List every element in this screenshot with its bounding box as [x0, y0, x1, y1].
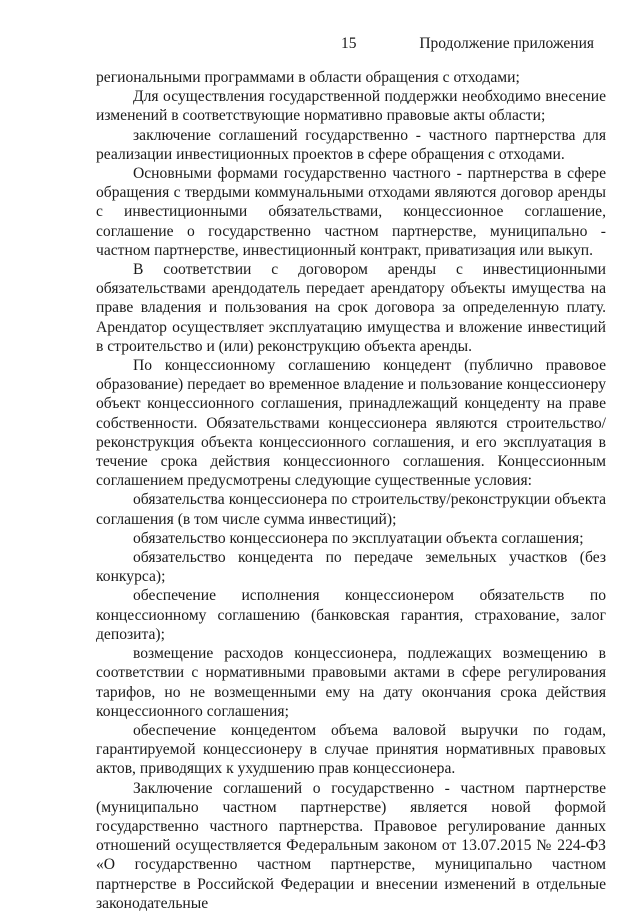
list-item: возмещение расходов концессионера, подлежащих возмещению в соответствии с нормативными правовыми актами в сфере регулирования тарифов, но не возмещенными ему на дату окончания срока действия концессионного соглашения;	[96, 645, 606, 720]
paragraph: заключение соглашений государственно - частного партнерства для реализации инвестиционных проектов в сфере обращения с отходами.	[96, 126, 606, 163]
page-header	[0, 35, 640, 59]
paragraph: Основными формами государственно частного - партнерства в сфере обращения с твердыми коммунальными отходами являются договор аренды с инвестиционными обязательствами, концессионное соглашение, соглашение о государственно частном партнерстве, муниципально - частном партнерстве, инвестиционный контракт, приватизация или выкуп.	[96, 165, 606, 259]
paragraph: По концессионному соглашению концедент (публично правовое образование) передает во временное владение и пользование концессионеру объект концессионного соглашения, принадлежащий концеденту на праве собственности. Обязательствами концессионера являются строительство/реконструкция объекта концессионного соглашения, и его эксплуатация в течение срока действия концессионного соглашения. Концессионным соглашением предусмотрены следующие существенные условия:	[96, 357, 606, 490]
list-item: обеспечение концедентом объема валовой выручки по годам, гарантируемой концессионеру в случае принятия нормативных правовых актов, приводящих к ухудшению прав концессионера.	[96, 721, 606, 778]
paragraph: региональными программами в области обращения с отходами;	[96, 69, 520, 86]
page-number: 15	[341, 35, 357, 52]
paragraph: В соответствии с договором аренды с инвестиционными обязательствами арендодатель передает арендатору объекты имущества на праве владения и пользования на срок договора за определенную плату. Арендатор осуществляет эксплуатацию имущества и вложение инвестиций в строительство и (или) реконструкцию объекта аренды.	[96, 261, 606, 355]
list-item: обязательство концессионера по эксплуатации объекта соглашения;	[133, 529, 584, 547]
list-item: обязательства концессионера по строительству/реконструкции объекта соглашения (в том числе сумма инвестиций);	[96, 491, 606, 528]
paragraph: Для осуществления государственной поддержки необходимо внесение изменений в соответствующие нормативно правовые акты области;	[96, 88, 606, 125]
paragraph: Заключение соглашений о государственно - частном партнерстве (муниципально частном партнерстве) является новой формой государственно частного партнерства. Правовое регулирование данных отношений осуществляется Федеральным законом от 13.07.2015 № 224-ФЗ «О государственно частном партнерстве, муниципально частном партнерстве в Российской Федерации и внесении изменений в отдельные законодательные	[96, 779, 606, 912]
list-item: обеспечение исполнения концессионером обязательств по концессионному соглашению (банковская гарантия, страхование, залог депозита);	[96, 587, 606, 643]
document-body	[96, 68, 606, 913]
list-item: обязательство концедента по передаче земельных участков (без конкурса);	[96, 549, 606, 586]
running-title: Продолжение приложения	[419, 35, 594, 52]
